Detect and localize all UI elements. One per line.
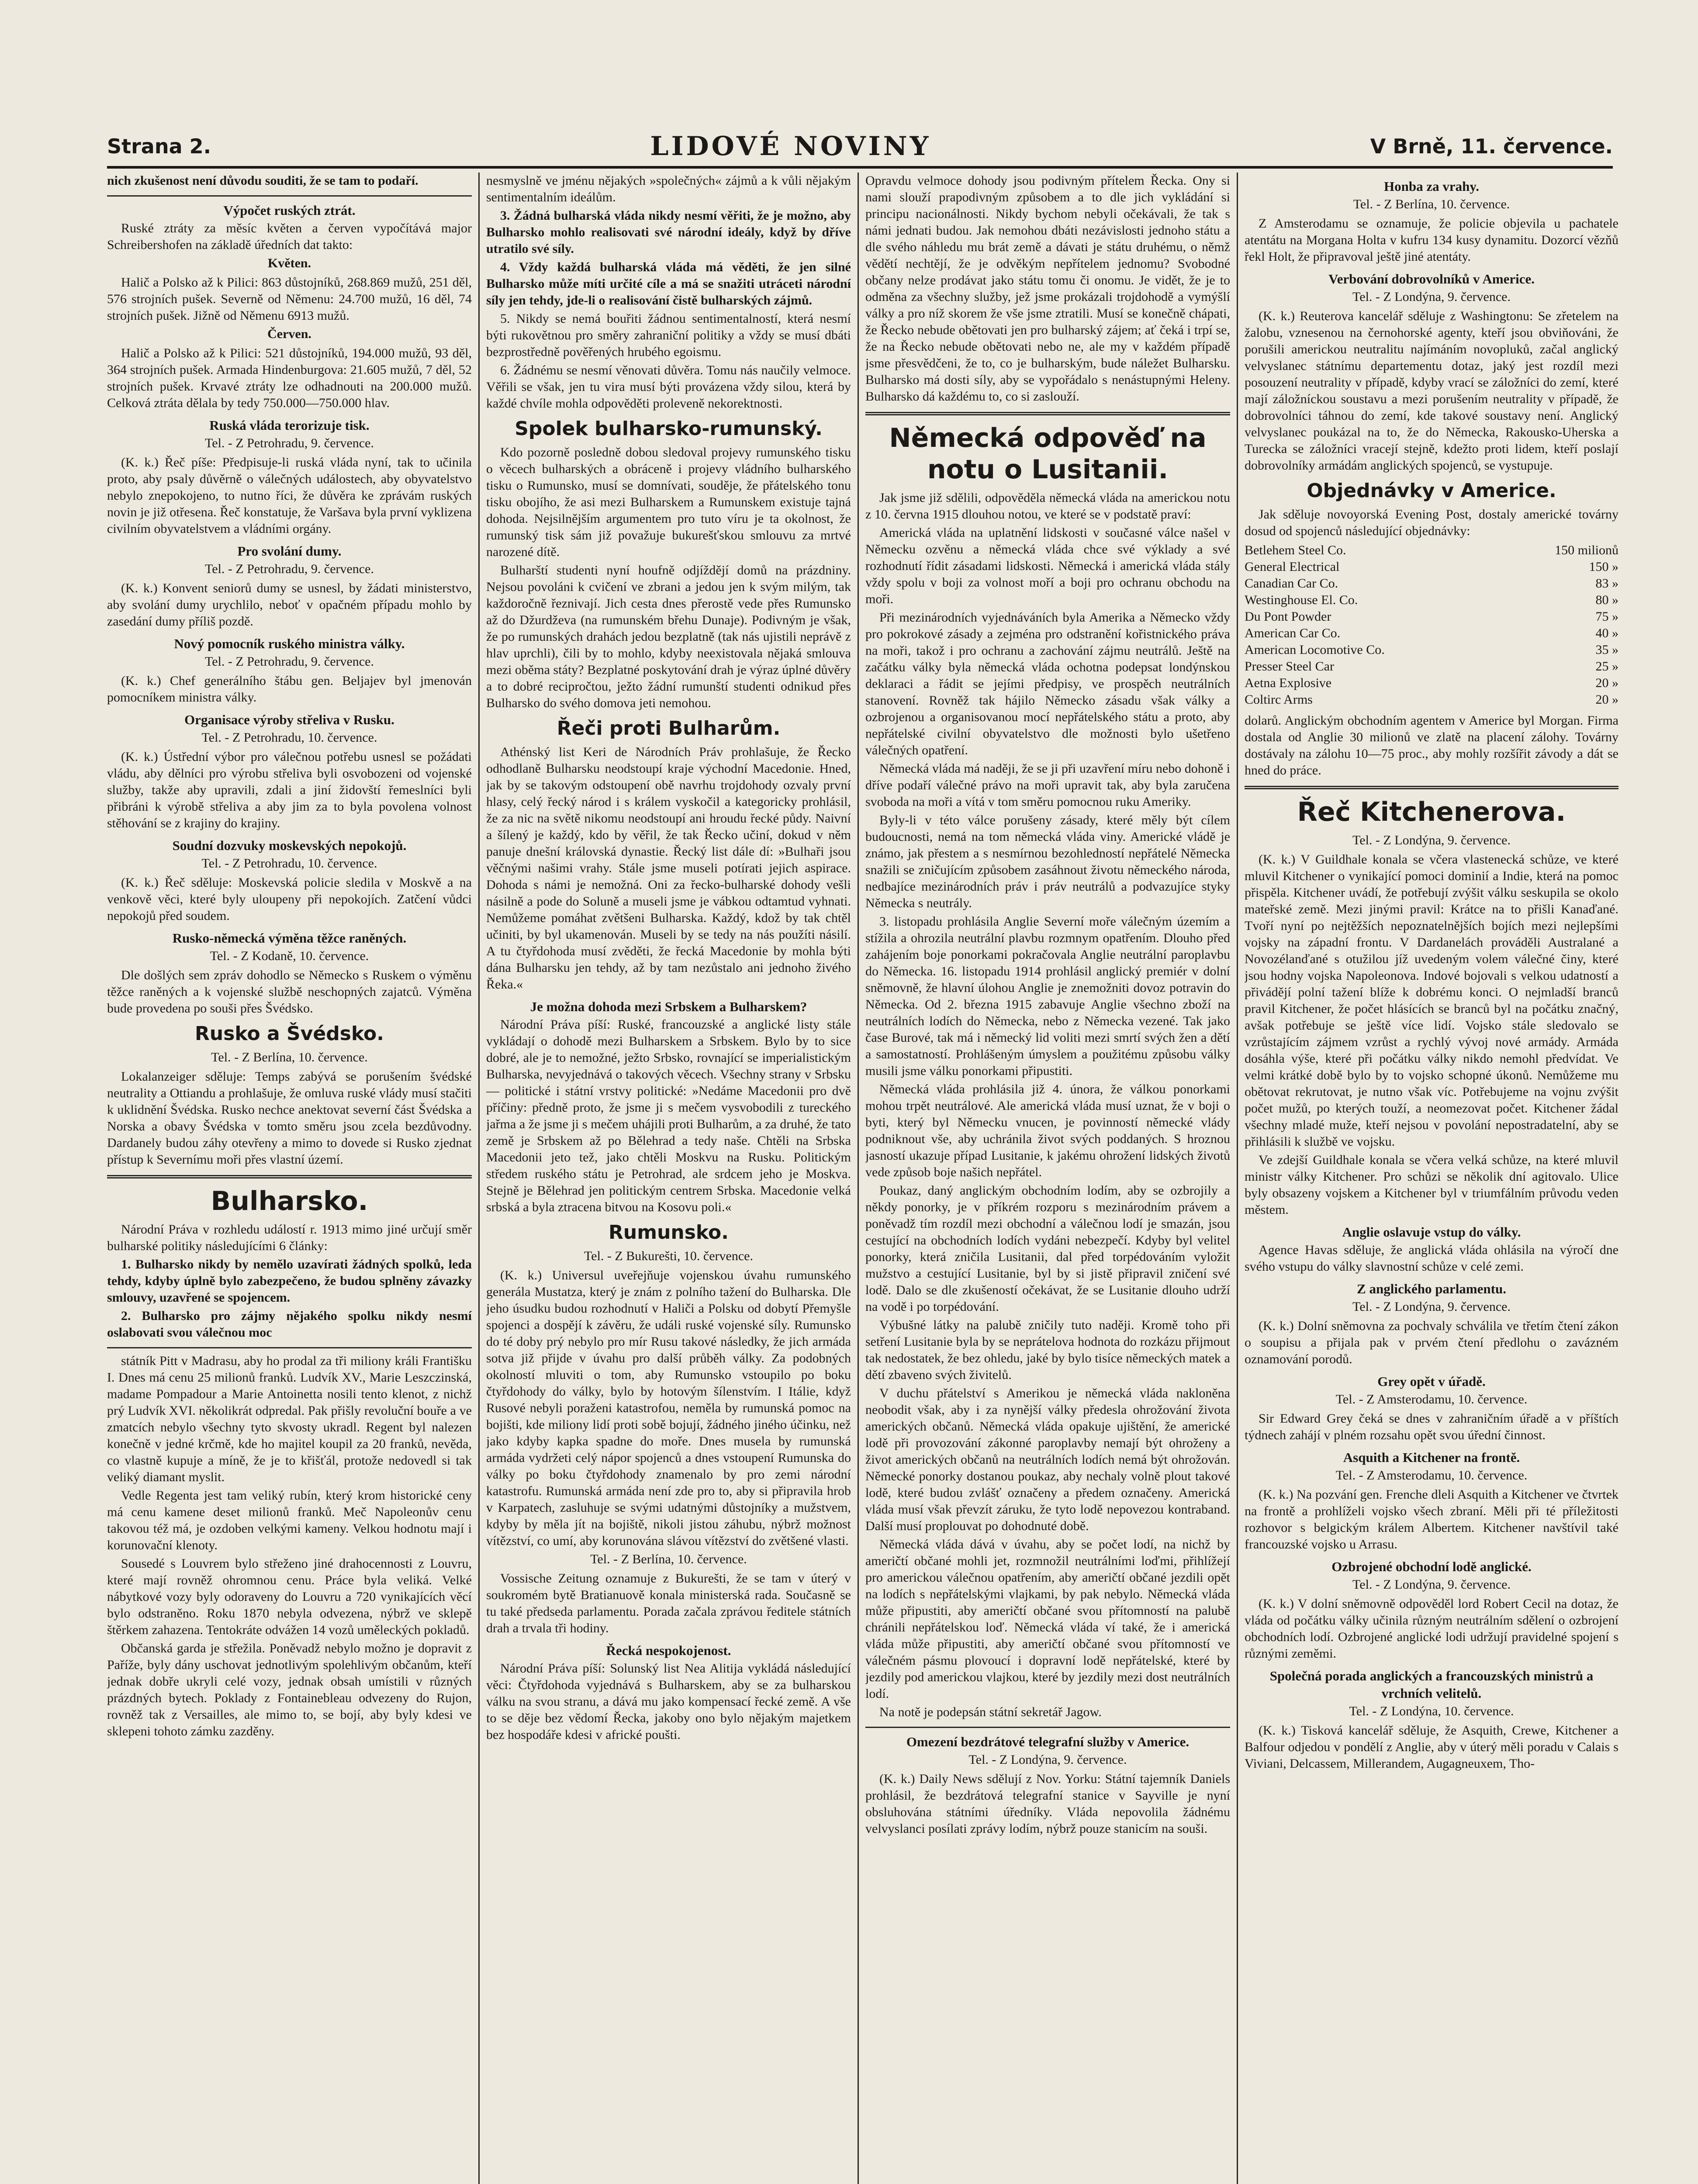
divider bbox=[107, 1347, 472, 1348]
article-text: Poukaz, daný anglickým obchodním lodím, aby se ozbrojily a někdy ponorky, je v příkrém rozporu s mezinárodním právem a poněvadž tím rozdíl mezi obchodní a válečnou lodí je smazán, jsou cestující na obchodních lodích vydáni nebezpečí. Kdyby byl velitel ponorky, která zničila Lusitanii, dal před torpédováním vyložit mužstvo a cestující Lusitanie, byl by si jistě připravil zničení své lodě. Dalo se dle zkušeností očekávat, že se Lusitanie dlouho udrží na vodě i po torpédování. bbox=[865, 1183, 1230, 1314]
divider bbox=[865, 1727, 1230, 1728]
article-text: Kdo pozorně posledně dobou sledoval projevy rumunského tisku o věcech bulharských a obráceně i projevy vládního bulharského tisku o Rumunsko, musí se domnívati, souděje, že přátelského tonu tisku obojího, že asi mezi Bulharskem a Rumunskem existuje tajná dohoda. Nejsilnějším argumentem pro tuto víru je ta okolnost, že rumunský tisk sám již považuje bukurešťskou smlouvu za mrtvé narozené dítě. bbox=[486, 445, 851, 559]
article-text: Sir Edward Grey čeká se dnes v zahraničním úřadě a v příštích týdnech zahájí v plném rozsahu opět svou úřední činnost. bbox=[1245, 1411, 1618, 1442]
article-text: (K. k.) Dolní sněmovna za pochvaly schválila ve třetím čtení zákon o soupisu a přijala pak v prvém čtení předlohu o zavázném oznamování porodů. bbox=[1245, 1319, 1618, 1366]
subheading: Květen. bbox=[267, 256, 311, 270]
article-text: Občanská garda je střežila. Poněvadž nebylo možno je dopravit z Paříže, byly dány uschovat jednotlivým spolehlivým občanům, kteří jednak dobře ukryli celé vozy, jednak obsah umístili v různých prázdných bytech. Poklady z Fontainebleau odvezeny do Rujon, rovněž tak z Versailles, ale mimo to, se bojí, aby byly kdesi ve sklepeni tohoto zámku zazděny. bbox=[107, 1641, 472, 1738]
section-heading: Rumunsko. bbox=[609, 1221, 729, 1244]
company-name: Canadian Car Co. bbox=[1245, 576, 1338, 591]
article-text: Ve zdejší Guildhale konala se včera velká schůze, na které mluvil ministr války Kitchener. Pro schůzi se několik dní agitovalo. Ulice byly obsazeny vojskem a Kitchener byl v triumfálním průvodu veden městem. bbox=[1245, 1153, 1618, 1217]
table-row bbox=[1245, 642, 1618, 658]
dateline: Tel. - Z Berlína, 10. července. bbox=[1353, 197, 1510, 211]
subheading: Červen. bbox=[267, 327, 311, 341]
dateline: Tel. - Z Londýna, 10. července. bbox=[1349, 1704, 1514, 1718]
divider bbox=[107, 195, 472, 197]
article-text: (K. k.) Universul uveřejňuje vojenskou úvahu rumunského generála Mustatza, který je znám z polního tažení do Bulharska. Dle jeho úsudku budou rozhodnutí v Haliči a Polsku od dobytí Přemyšle spojenci a dospějí k závěru, že událi ruské vojenské síly. Rumunsko do té doby prý nebylo pro mír Rusu takové následky, že jich armáda sotva již přijde v úvahu pro další průběh války. Za podobných okolností mluviti o tom, aby Rumunsko vstoupilo po boku čtyřdohody do války, bylo by hotovým šílenstvím. I Itálie, když Rusové nebyli poraženi katastrofou, neměla by rumunská pomoc na bojišti, kde miliony lidí proti sobě bojují, žádného jiného účinku, než jako kdyby kapka spadne do moře. Dnes musela by rumunská armáda vydržeti celý nápor spojenců a dnes vstoupení Rumunska do války po boku čtyřdohody znamenalo by pro zemi národní katastrofu. Rumunská armáda není zde pro to, aby si připravila hrob v Karpatech, zasluhuje se svými udatnými důstojníky a mužstvem, kdyby by měla jít na bojiště, nikoli jistou záhubu, nýbrž možnost vítězství, co umí, aby korunována slávou vítězství do zvětšené vlasti. bbox=[486, 1268, 851, 1548]
table-row bbox=[1245, 691, 1618, 708]
column-rule bbox=[1237, 173, 1238, 2184]
article-text: (K. k.) V Guildhale konala se včera vlastenecká schůze, ve které mluvil Kitchener o vynikající pomoci dominií a Indie, která na pomoc přispěla. Kitchener uvádí, že potřebují zvýšit válku seskupila se okolo mateřské země. Mezi jinými pravil: Krátce na to přišli Kanaďané. Tvoří nyní po nejtěžších nepoznatelnějších bojích mezi nejlepšími vojsky na západní frontu. V Dardanelách prováděli Australané a Novozélanďané s otužilou jíž uvedeným volem válečné činy, které jsou hodny vojska Napoleonova. Indové bojovali s velkou udatností a přivádějí polní tažení blíže k dobrému konci. O nejmladší branců pravil Kitchener, že počet hlásících se branců byl na počátku značný, avšak potřebuje se ještě více lidí. Vojsko stále sledovalo se vzrůstajícím zájmem vzrůst a rychlý vývoj nové armády. Armáda dosáhla výše, které při počátku války nikdo nemohl předvídat. Ve velmi krátké době bylo by to vojsko schopné úkonů. Nemůžeme mu obětovat rekrutovat, je nutno však víc. Potřebujeme na vojnu zvýšit počet mužů, po kterých touží, a neomezovat počet. Kitchener žádal všechny mladé muže, kteří nejsou v povolání nepostradatelní, aby se přihlásili k službě ve vojsku. bbox=[1245, 852, 1618, 1149]
article-heading: Verbování dobrovolníků v Americe. bbox=[1328, 271, 1535, 287]
column-3 bbox=[865, 173, 1230, 2184]
dateline: Tel. - Z Amsterodamu, 10. července. bbox=[1335, 1392, 1528, 1406]
newspaper-title: LIDOVÉ NOVINY bbox=[650, 131, 931, 162]
lead-text: nich zkušenost není důvodu souditi, že se tam to podaří. bbox=[107, 173, 418, 188]
article-text: (K. k.) Konvent seniorů dumy se usnesl, by žádati ministerstvo, aby svolání dumy urychlilo, neboť v opačném případu mohlo by zasedání dumy příliš pozdě. bbox=[107, 581, 472, 629]
article-text: Bulharští studenti nyní houfně odjíždějí domů na prázdniny. Nejsou povoláni k cvičení ve zbrani a jedou jen k svým milým, tak každoročně řeznivají. Jich cesta dnes přerostě vede přes Rumunsko až do Džurdževa (na rumunském břehu Dunaje). Podivným je však, že po rumunských drahách jedou bezplatně (tak nás ujistili neprávě z hlav uprchli), čili by to mohlo, kdyby neexistovala nějaká smlouva mezi oběma státy? Bezplatné poskytování drah je výraz úplné důvěry a to dobré recipročtou, ježto žádní rumunští studenti odnikud přes Bulharsko do svého domova jeti nemohou. bbox=[486, 563, 851, 710]
article-heading: Výpočet ruských ztrát. bbox=[223, 203, 356, 218]
article-text: Německá vláda má naději, že se ji při uzavření míru nebo dohoně i dříve podaří válečné právo na moři upravit tak, aby byla zaručena svoboda na moři a vítá v tom směru pomocnou ruku Ameriky. bbox=[865, 761, 1230, 809]
article-text: Z Amsterodamu se oznamuje, že policie objevila u pachatele atentátu na Morgana Holta v kufru 134 kusy dynamitu. Dozorcí vězňů řekl Holt, že připravoval ještě jiné atentáty. bbox=[1245, 216, 1618, 264]
article-heading: Řecká nespokojenost. bbox=[606, 1643, 731, 1658]
section-heading: Objednávky v Americe. bbox=[1307, 480, 1556, 502]
article-heading: Je možna dohoda mezi Srbskem a Bulharskem? bbox=[530, 999, 807, 1014]
dateline: Tel. - Z Petrohradu, 9. července. bbox=[205, 436, 374, 450]
dateline: Tel. - Z Petrohradu, 10. července. bbox=[201, 730, 377, 745]
column-4 bbox=[1245, 173, 1618, 2184]
article-text: V duchu přátelství s Amerikou je německá vláda nakloněna neobodit však, aby i za nynější války předesla ohrožování života amerických občanů. Německá vláda opakuje ujištění, že americké lodě při provozování zákonné paroplavby nemají být ohroženy a život amerických občanů na neutrálních lodích nemá být ohrožován. Německé ponorky dostanou poukaz, aby nechaly volně plout takové lodě, které budou zvlášť označeny a předem označeny. Americká vláda musí však převzít záruku, že tyto lodě nepovezou kontraband. Další musí proplouvat po dohodnuté době. bbox=[865, 1386, 1230, 1533]
article-text: (K. k.) Tisková kancelář sděluje, že Asquith, Crewe, Kitchener a Balfour odjedou v pondělí z Anglie, aby v úterý měli poradu v Calais s Viviani, Delcassem, Millerandem, Augagneuxem, Tho- bbox=[1245, 1723, 1618, 1771]
article-text: (K. k.) Na pozvání gen. Frenche dleli Asquith a Kitchener ve čtvrtek na frontě a prohlíželi vojsko všech zbraní. Měli při té příležitosti rozhovor s belgickým králem Albertem. Kitchener navštívil také francouzské vojsko u Arrasu. bbox=[1245, 1487, 1618, 1552]
article-text: Opravdu velmoce dohody jsou podivným přítelem Řecka. Ony si nami slouží prapodivným způsobem a to dle jich vykládání si principu nacionálnosti. Nikdy bychom nebyli očekávali, že tak s námi jednati budou. Jak nemohou dbáti nezávislosti jednoho státu a dle svého náhledu mu brát země a dávati je státu druhému, o němž vědětí nechtějí, že je odvěkým nepřítelem jednomu? Svobodné občany nelze prodávat jako státu tomu či onomu. Je vidět, že je to odměna za všechny služby, jež jsme prokázali trojdohodě a vymýšlí války a pro níž skorem že vše jsme ztratili. Musí se konečně chápati, že Řecko nebude obětovati jen pro bulharský zájem; ať čeká i trpí se, že na Řecko nebude obětovati nebo ne, ale my v každém případě jsme přesvědčeni, že to, co je bulharským, bude náležet Bulharsku. Bulharsko má dosti síly, aby se vypořádalo s nenástupnými Heleny. Bulharsko dá každému to, co si zaslouží. bbox=[865, 173, 1230, 404]
order-amount: 40 » bbox=[1595, 626, 1618, 640]
section-heading: Řeči proti Bulharům. bbox=[557, 717, 781, 740]
article-text: (K. k.) Řeč sděluje: Moskevská policie sledila v Moskvě a na venkově věci, které byly uloupeny při nepokojích. Zatčení vůdci nepokojů před soudem. bbox=[107, 875, 472, 923]
table-row bbox=[1245, 675, 1618, 691]
dateline: Tel. - Z Kodaně, 10. července. bbox=[210, 949, 369, 963]
company-name: Aetna Explosive bbox=[1245, 676, 1332, 690]
table-row bbox=[1245, 658, 1618, 675]
column-2 bbox=[486, 173, 851, 2184]
article-text: 2. Bulharsko pro zájmy nějakého spolku nikdy nesmí oslabovati svou válečnou moc bbox=[107, 1309, 472, 1340]
article-text: Na notě je podepsán státní sekretář Jagow. bbox=[879, 1705, 1102, 1719]
article-text: 4. Vždy každá bulharská vláda má věděti, že jen silné Bulharsko může míti určité cíle a má se snažiti utráceti národní síly jen tehdy, jde-li o realisování čistě bulharských zájmů. bbox=[486, 260, 851, 308]
article-text: Agence Havas sděluje, že anglická vláda ohlásila na výročí dne svého vstupu do války slavnostní schůze v celé zemi. bbox=[1245, 1243, 1618, 1274]
company-name: Betlehem Steel Co. bbox=[1245, 543, 1346, 557]
divider bbox=[107, 1175, 472, 1178]
column-rule bbox=[858, 173, 859, 2184]
company-name: Coltirc Arms bbox=[1245, 692, 1313, 707]
dateline: Tel. - Z Bukurešti, 10. července. bbox=[584, 1249, 753, 1263]
article-text: Vedle Regenta jest tam veliký rubín, který krom historické ceny má cenu kamene deset milionů franků. Meč Napoleonův cenu takovou též má, je ozdoben velkými kameny. Velkou hodnotu mají i korunovační klenoty. bbox=[107, 1488, 472, 1552]
divider bbox=[865, 412, 1230, 415]
article-text: státník Pitt v Madrasu, aby ho prodal za tři miliony králi Františku I. Dnes má cenu 25 milionů franků. Ludvík XV., Marie Leszczinská, madame Pompadour a Marie Antoinetta nosili tento klenot, z nichž prý Ludvík XVI. několikrát odpredal. Pak přišly revoluční bouře a ve zmatcích nebylo všechny tyto skvosty ukradl. Regent byl nalezen konečně v jedné krčmě, kde ho majitel koupil za 20 franků, nevěda, co vlastně kupuje a míně, že je to křišťál, protože nedovedl si tak veliký diamant myslit. bbox=[107, 1354, 472, 1484]
article-text: (K. k.) Ústřední výbor pro válečnou potřebu usnesl se požádati vládu, aby dělníci pro výrobu střeliva byli osvobozeni od vojenské služby, takže aby upravili, zdali a jiní židovští řemeslníci byli přibráni k výrobě střeliva a aby jim za to byla povolena volnost stěhování se z krajiny do krajiny. bbox=[107, 750, 472, 830]
dateline: Tel. - Z Londýna, 9. července. bbox=[1352, 290, 1511, 304]
table-row bbox=[1245, 625, 1618, 642]
dateline: Tel. - Z Berlína, 10. července. bbox=[211, 1050, 368, 1064]
article-text: Národní Práva v rozhledu událostí r. 1913 mimo jiné určují směr bulharské politiky následujícími 6 články: bbox=[107, 1222, 472, 1253]
article-text: Lokalanzeiger sděluje: Temps zabývá se porušením švédské neutrality a Ottiandu a prohlašuje, že omluva ruské vlády musí stačiti k uklidnění Švédska. Rusko nechce anektovat severní část Švédska a Norska a obavy Švédska v tomto směru jsou zcela bezdůvodny. Dardanely budou záhy otevřeny a mimo to dovede si Rusko zjednat přístup k Severnímu moři přes vlastní území. bbox=[107, 1069, 472, 1167]
article-text: 1. Bulharsko nikdy by nemělo uzavírati žádných spolků, leda tehdy, kdyby úplně bylo zabezpečeno, že budou splněny závazky smlouvy, uzavřené se spojencem. bbox=[107, 1257, 472, 1305]
section-heading: Rusko a Švédsko. bbox=[195, 1023, 384, 1045]
article-text: Ruské ztráty za měsíc květen a červen vypočítává major Schreibershofen na základě úředních dat takto: bbox=[107, 221, 472, 252]
company-name: Westinghouse El. Co. bbox=[1245, 593, 1358, 607]
section-heading: Řeč Kitchenerova. bbox=[1297, 797, 1566, 827]
article-heading: Honba za vrahy. bbox=[1384, 179, 1479, 194]
orders-table bbox=[1245, 542, 1618, 708]
article-text: (K. k.) Řeč píše: Předpisuje-li ruská vláda nyní, tak to učinila proto, aby psaly důvěrně o válečných událostech, aby obyvatelstvo nebylo znepokojeno, to nutno říci, že důvěra ke zprávám ruských novin je již otřesena. Řeč konstatuje, že Varšava byla první vyklizena civilním obyvatelstvem a vládními orgány. bbox=[107, 455, 472, 536]
article-text: Sousedé s Louvrem bylo střeženo jiné drahocennosti z Louvru, které mají rovněž ohromnou cenu. Práce byla veliká. Velké nábytkové vozy byly odoraveny do Louvru a 720 vynikajících věcí bylo odstraněno. Roku 1870 nebyla odvezena, nýbrž ve sklepě štěrkem zahazena. Tentokráte odvážen 14 vozů uměleckých pokladů. bbox=[107, 1556, 472, 1637]
order-amount: 75 » bbox=[1595, 609, 1618, 624]
article-text: Jak sděluje novoyorská Evening Post, dostaly americké továrny dosud od spojenců následující objednávky: bbox=[1245, 507, 1618, 538]
dateline: Tel. - Z Petrohradu, 10. července. bbox=[201, 856, 377, 871]
dateline: Tel. - Z Petrohradu, 9. července. bbox=[205, 654, 374, 669]
article-text: 5. Nikdy se nemá bouřiti žádnou sentimentalností, která nesmí býti rukovětnou pro směry zahraniční politiky a vždy se musí dbáti bezprostředně pověřených hrubého egoismu. bbox=[486, 311, 851, 359]
dateline: Tel. - Z Londýna, 9. července. bbox=[1352, 1577, 1511, 1592]
article-text: Národní Práva píší: Solunský list Nea Alitija vykládá následující věci: Čtyřdohoda vyjednává s Bulharskem, aby se za bulharskou válku na svou stranu, a dává mu jako kompensací řecké země. A vše to se děje bez vědomí Řecka, jakoby ono bylo nějakým majetkem bez hospodáře kdesi v africké poušti. bbox=[486, 1661, 851, 1742]
article-text: (K. k.) Reuterova kancelář sděluje z Washingtonu: Se zřetelem na žalobu, vznesenou na černohorské agenty, kteří jsou obviňováni, že porušili americkou neutralitu najímáním novopluků, začal anglický velvyslanec státnímu departementu dotaz, jaký jest rozdíl mezi posouzení neutrality v případě, kdyby vrací se záložníci do zemí, které mají záložníckou soustavu a mezi porušením neutrality v případě, že dobrovolníci táhnou do zemí, kde takové soustavy není. Anglický velvyslanec poukázal na to, že do Německa, Rakousko-Uherska a Turecka se záložníci vracejí stejně, kdežto proti lidem, kteří poslají dobrovolníky armádám anglických spojenců, se vystupuje. bbox=[1245, 309, 1618, 473]
article-text: Halič a Polsko až k Pilici: 521 důstojníků, 194.000 mužů, 93 děl, 364 strojních pušek. Armada Hindenburgova: 21.605 mužů, 7 děl, 52 strojních pušek. Krvavé ztráty lze odhadnouti na 200.000 mužů. Celková ztráta dělala by tedy 750.000—750.000 hlav. bbox=[107, 346, 472, 410]
article-heading: Grey opět v úřadě. bbox=[1377, 1374, 1486, 1389]
article-text: Byly-li v této válce porušeny zásady, které měly být cílem budoucnosti, nemá na tom německá vláda viny. Americké vládě je známo, jak přestem a s nesmírnou bezohledností nepřátelé Německa snažili se zničujícím způsobem zasáhnout životu německého národa, nedbajíce mezinárodních práv i práv neutrálů a podvazujíce styky Německa s neutrály. bbox=[865, 813, 1230, 910]
table-row bbox=[1245, 608, 1618, 625]
article-text: Vossische Zeitung oznamuje z Bukurešti, že se tam v úterý v soukromém bytě Bratianuově konala ministerská rada. Současně se tu také předseda parlamentu. Porada začala zprávou ředitele státních drah a trvala tři hodiny. bbox=[486, 1571, 851, 1635]
order-amount: 25 » bbox=[1595, 659, 1618, 674]
column-rule bbox=[478, 173, 480, 2184]
order-amount: 20 » bbox=[1595, 676, 1618, 690]
order-amount: 35 » bbox=[1595, 643, 1618, 657]
article-text: Jak jsme již sdělili, odpověděla německá vláda na americkou notu z 10. června 1915 dlouhou notou, ve které se v podstatě praví: bbox=[865, 491, 1230, 522]
section-heading: Bulharsko. bbox=[211, 1186, 368, 1216]
divider bbox=[1245, 786, 1618, 789]
article-text: Německá vláda dává v úvahu, aby se počet lodí, na nichž by američtí občané mohli jet, rozmnožil neutrálními loďmi, přihlížejí pro americkou válečnou opatřením, aby američtí občané jezdili opět na lodích s nepřátelskými vlajkami, by pak nebylo. Německá vláda může připustiti, aby američtí občané svou přítomností na palubě chránili nepřátelskou loď. Německá vláda ví také, že i americká vláda může připustiti, aby američtí občané svou přítomností ve válečném pásmu plovoucí i dopravní lodě nepřátelské, které by jezdily pod americkou vlajkou, které by jezdily mezi dost neutrálních lodí. bbox=[865, 1537, 1230, 1701]
company-name: Presser Steel Car bbox=[1245, 659, 1334, 674]
page-number: Strana 2. bbox=[107, 135, 211, 158]
article-text: (K. k.) Chef generálního štábu gen. Beljajev byl jmenován pomocníkem ministra války. bbox=[107, 674, 472, 705]
article-text: 3. Žádná bulharská vláda nikdy nesmí věřiti, že je možno, aby Bulharsko mohlo realisovati své národní ideály, když by dříve utratilo své síly. bbox=[486, 208, 851, 256]
dateline: Tel. - Z Londýna, 9. července. bbox=[1352, 833, 1511, 847]
table-row bbox=[1245, 559, 1618, 575]
order-amount: 150 » bbox=[1589, 560, 1618, 574]
section-heading: Spolek bulharsko-rumunský. bbox=[515, 418, 823, 440]
article-heading: Asquith a Kitchener na frontě. bbox=[1343, 1450, 1520, 1465]
company-name: Du Pont Powder bbox=[1245, 609, 1331, 624]
masthead bbox=[107, 127, 1613, 169]
article-text: 6. Žádnému se nesmí věnovati důvěra. Tomu nás naučily velmoce. Věřili se však, jen tu vira musí býti provázena vždy silou, která by každé chvíle mohla odpověděti proleveně nekorektnosti. bbox=[486, 363, 851, 411]
order-amount: 150 milionů bbox=[1555, 543, 1618, 557]
article-text: (K. k.) V dolní sněmovně odpověděl lord Robert Cecil na dotaz, že vláda od počátku války učinila různým neutrálním sdělení o ozbrojení obchodních lodí. Ozbrojené anglické lodi udržují pravidelné spojení s různými zeměmi. bbox=[1245, 1597, 1618, 1661]
article-text: Halič a Polsko až k Pilici: 863 důstojníků, 268.869 mužů, 251 děl, 576 strojních pušek. Severně od Němenu: 24.700 mužů, 16 děl, 74 strojních pušek. Jižně od Němenu 6913 mužů. bbox=[107, 275, 472, 323]
article-heading: Z anglického parlamentu. bbox=[1357, 1281, 1506, 1296]
dateline: Tel. - Z Amsterodamu, 10. července. bbox=[1335, 1468, 1528, 1482]
order-amount: 80 » bbox=[1595, 593, 1618, 607]
company-name: General Electrical bbox=[1245, 560, 1340, 574]
article-heading: Rusko-německá výměna těžce raněných. bbox=[172, 930, 407, 946]
article-heading: Omezení bezdrátové telegrafní služby v Americe. bbox=[906, 1734, 1190, 1749]
issue-date: V Brně, 11. července. bbox=[1370, 135, 1613, 158]
column-1 bbox=[107, 173, 472, 2184]
columns bbox=[107, 173, 1618, 2184]
article-text: Athénský list Keri de Národních Práv prohlašuje, že Řecko odhodlaně Bulharsku neodstoupí kraje východní Macedonie. Hned, jak by se takovým odstoupení obě navrhu trojdohody ozvaly první hlasy, celý řecký národ i s králem vyskočil a kategoricky prohlásil, že za nic na světě nikomu neodstoupí ani hroudu řecké půdy. Naivní a šílený je každý, kdo by věřil, že tak Řecko učiní, dokud v něm panuje dnešní královská dynastie. Řecký list dále dí: »Bulhaři jsou věčnými našimi vrahy. Stále jsme museli potírati jejich aspirace. Dohoda s námi je nemožná. Oni za řecko-bulharské dohody vešli násilně a pode do Soluně a museli jsme je vábkou odtamtud vyhnati. Nemůžeme pomáhat zvětšeni Bulharska. Každý, kdož by tak chtěl učiniti, by byl ukamenován. Museli by se tedy na nás použíti násilí. A tu čtyřdohoda musí zvěděti, že řecká Macedonie by mohla býti dána Bulharsku jen tehdy, až by tam nezůstalo ani jednoho živého Řeka.« bbox=[486, 745, 851, 992]
article-heading: Ozbrojené obchodní lodě anglické. bbox=[1331, 1559, 1532, 1574]
article-text: Dle došlých sem zpráv dohodlo se Německo s Ruskem o výměnu těžce raněných a k vojenské službě neschopných zajatců. Výměna bude provedena po souši přes Švédsko. bbox=[107, 968, 472, 1016]
article-heading: Anglie oslavuje vstup do války. bbox=[1342, 1224, 1521, 1240]
article-text: 3. listopadu prohlásila Anglie Severní moře válečným územím a stížila a ohrozila neutrální plavbu rozmnym opatřením. Dlouho před zahájením boje ponorkami pokračovala Anglie neutrální paroplavbu do Německa. 16. listopadu 1914 prohlásil anglický premiér v dolní sněmovně, že hlavní úlohou Anglie je znemožniti dovoz potravin do Německa. Od 2. března 1915 zabavuje Anglie všechno zboží na neutrálních lodích do Německa, nebo z Německa vezené. Tak jako čase Burové, tak má i německý lid voliti mezi smrtí svých žen a dětí a samostatností. Prohlášeným úmyslem a použitému způsobu války musili jsme válku ponorkami připustiti. bbox=[865, 914, 1230, 1078]
article-heading: Ruská vláda terorizuje tisk. bbox=[209, 418, 370, 433]
article-heading: Společná porada anglických a francouzských ministrů a vrchních velitelů. bbox=[1269, 1668, 1594, 1701]
article-heading: Organisace výroby střeliva v Rusku. bbox=[184, 712, 394, 727]
dateline: Tel. - Z Petrohradu, 9. července. bbox=[205, 562, 374, 576]
order-amount: 20 » bbox=[1595, 692, 1618, 707]
article-heading: Nový pomocník ruského ministra války. bbox=[174, 636, 405, 651]
article-text: dolarů. Anglickým obchodním agentem v Americe byl Morgan. Firma dostala od Anglie 30 milionů ve zlatě na placení zálohy. Továrny dostávaly na zálohu 10—75 proc., aby mohly rozšířit závody a dát se hned do práce. bbox=[1245, 713, 1618, 778]
dateline: Tel. - Z Londýna, 9. července. bbox=[968, 1752, 1127, 1767]
table-row bbox=[1245, 592, 1618, 608]
company-name: American Car Co. bbox=[1245, 626, 1341, 640]
article-text: Výbušné látky na palubě zničily tuto naději. Kromě toho při setření Lusitanie byla by se neprátelova hodnota do rozkázu přijmout tak nedostatek, že bez ohledu, jaké by bylo tisíce německých matek a dětí zbaveno svých živitelů. bbox=[865, 1318, 1230, 1382]
table-row bbox=[1245, 575, 1618, 592]
article-text: Německá vláda prohlásila již 4. února, že válkou ponorkami mohou trpět neutrálové. Ale americká vláda musí uznat, že v boji o byti, který byl Německu vnucen, je povinností německé vlády podniknout vše, aby uchránila život svých poddaných. S hroznou jasností ukazuje případ Lusitanie, k jakému ohrožení lidských životů vede způsob boje našich nepřátel. bbox=[865, 1082, 1230, 1179]
order-amount: 83 » bbox=[1595, 576, 1618, 591]
section-heading: Německá odpověď na notu o Lusitanii. bbox=[889, 423, 1207, 485]
article-text: (K. k.) Daily News sdělují z Nov. Yorku: Státní tajemník Daniels prohlásil, že bezdrátová telegrafní stanice v Sayville je nyní obsluhována státními úředníky. Vláda nepovolila žádnému velvyslanci posílati zprávy lodím, nýbrž pouze stanicím na souši. bbox=[865, 1772, 1230, 1836]
table-row bbox=[1245, 542, 1618, 559]
article-heading: Pro svolání dumy. bbox=[237, 543, 342, 559]
article-heading: Soudní dozvuky moskevských nepokojů. bbox=[172, 838, 407, 853]
article-text: Při mezinárodních vyjednáváních byla Amerika a Německo vždy pro pokrokové zásady a zejména pro odstranění kořistnického práva na moři, takož i pro ochranu a zachování zájmu neutrálů. Ještě na začátku války byla německá vláda ochotna podepsat londýnskou deklaraci a řádit se jejími předpisy, ve prospěch neutrálních stanovení. Rovněž tak hájilo Německo zásadu však války a ozbrojenou a organisovanou mocí nepřátelského státu a proto, aby nepřátelské civilní obyvatelstvo dle možnosti bylo ušetřeno válečných opatření. bbox=[865, 610, 1230, 757]
article-text: Národní Práva píší: Ruské, francouzské a anglické listy stále vykládají o dohodě mezi Bulharskem a Srbskem. Bylo by to sice dobré, ale je to nemožné, ježto Srbsko, rovnající se imperialistickým Bulharska, nevyjednává o takových věcech. Všechny strany v Srbsku — politické i státní vrstvy politické: »Nedáme Macedonii pro dvě příčiny: předně proto, že jsme ji s mečem vysvobodili z tureckého jařma a že jsme ji s mečem uhájili proti Bulharům, a za druhé, že tato země je Srbskem až po Bělehrad a tedy naše. Chtěli na Srbska Macedonii jeto tež, jako chtěli Moskvu na Rusku. Politickým středem ruského státu je Petrohrad, ale srdcem jeho je Moskva. Stejně je Bělehrad jen politickým centrem Srbska. Macedonie velká srbská a byla ztracena bitvou na Kosovu poli.« bbox=[486, 1017, 851, 1214]
article-text: nesmyslně ve jménu nějakých »společných« zájmů a k vůli nějakým sentimentalním ideálům. bbox=[486, 173, 851, 204]
company-name: American Locomotive Co. bbox=[1245, 643, 1385, 657]
dateline: Tel. - Z Londýna, 9. července. bbox=[1352, 1299, 1511, 1314]
dateline: Tel. - Z Berlína, 10. července. bbox=[590, 1552, 747, 1566]
article-text: Americká vláda na uplatnění lidskosti v současné válce našel v Německu ozvěnu a německá vláda chce své výklady a své rozhodnutí řídit zásadami lidskosti. Německá i americká vláda stály vždy spolu v boji za volnost moří a boji pro ochranu obchodu na moři. bbox=[865, 525, 1230, 606]
